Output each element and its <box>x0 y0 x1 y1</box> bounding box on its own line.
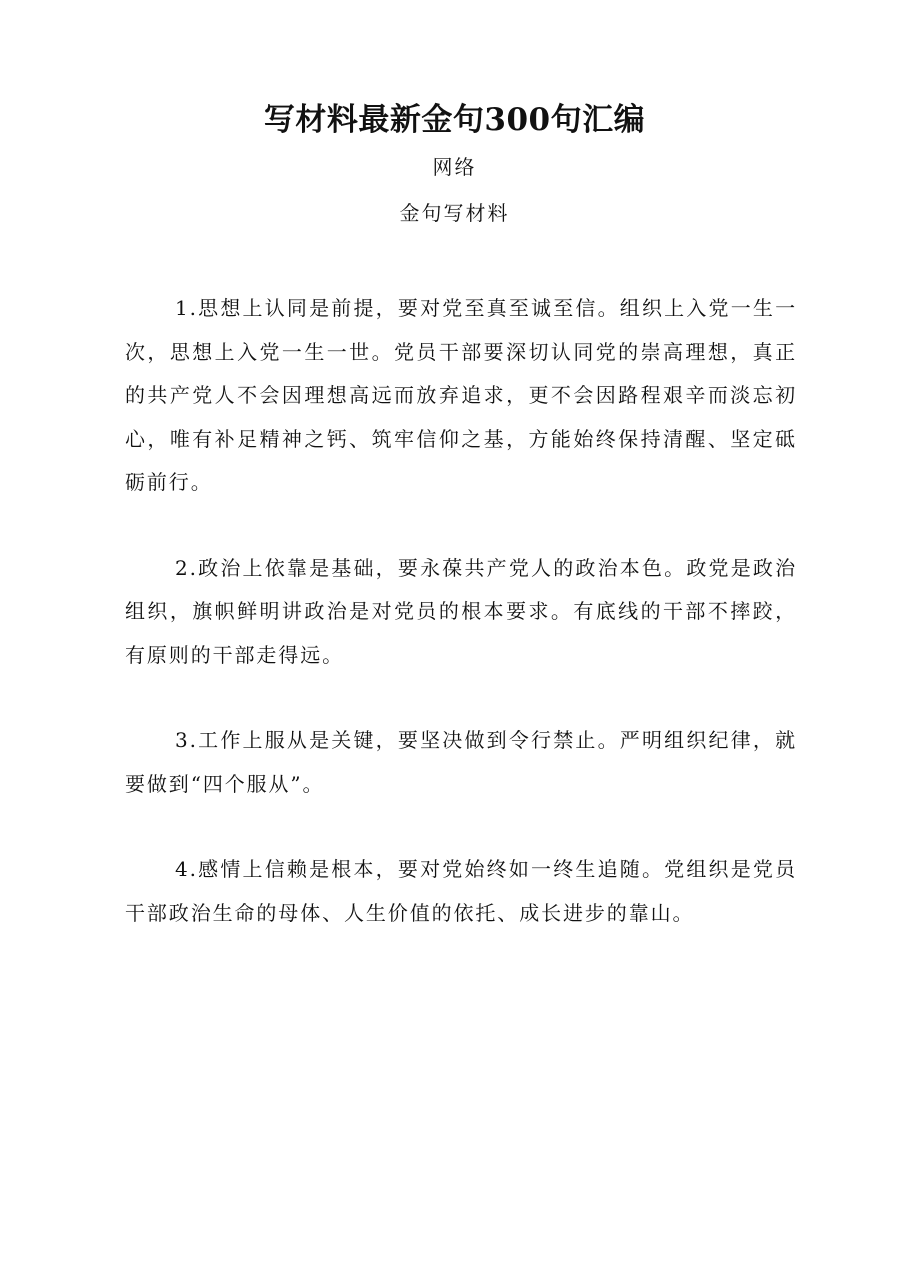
paragraph-4: 4.感情上信赖是根本，要对党始终如一终生追随。党组织是党员干部政治生命的母体、人生价值的依托、成长进步的靠山。 <box>125 857 797 925</box>
document-body <box>125 287 797 977</box>
paragraph-3: 3.工作上服从是关键，要坚决做到令行禁止。严明组织纪律，就要做到“四个服从”。 <box>125 728 797 796</box>
document-tagline: 金句写材料 <box>399 201 510 225</box>
document-title: 写材料最新金句300句汇编 <box>263 102 646 138</box>
document-source: 网络 <box>432 155 477 179</box>
paragraph-1: 1.思想上认同是前提，要对党至真至诚至信。组织上入党一生一次，思想上入党一生一世。党员干部要深切认同党的崇高理想，真正的共产党人不会因理想高远而放弃追求，更不会因路程艰辛而淡忘初心，唯有补足精神之钙、筑牢信仰之基，方能始终保持清醒、坚定砥砺前行。 <box>125 296 797 494</box>
paragraph-2: 2.政治上依靠是基础，要永葆共产党人的政治本色。政党是政治组织，旗帜鲜明讲政治是对党员的根本要求。有底线的干部不摔跤，有原则的干部走得远。 <box>125 555 797 667</box>
